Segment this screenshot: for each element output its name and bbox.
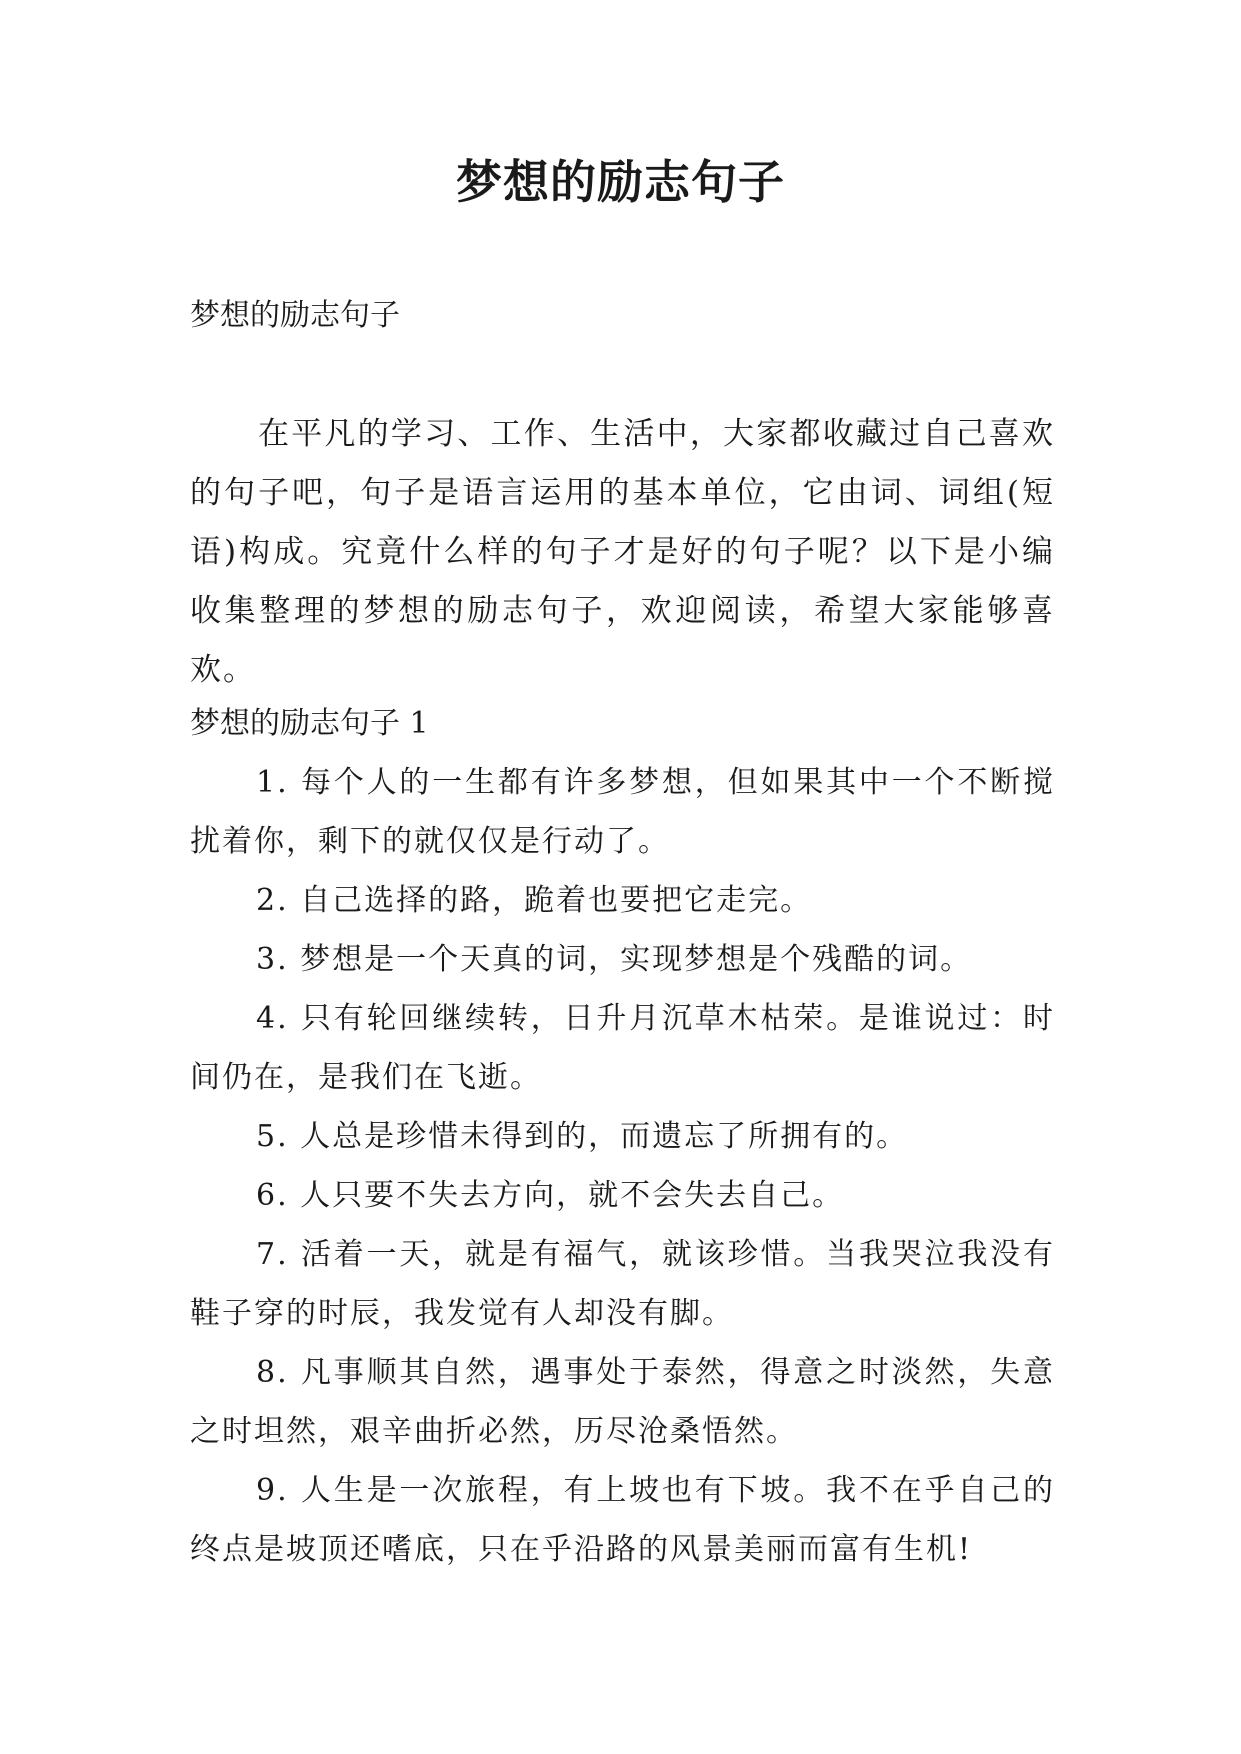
sentence-item: 6. 人只要不失去方向，就不会失去自己。	[256, 1178, 845, 1213]
sentence-item: 5. 人总是珍惜未得到的，而遗忘了所拥有的。	[256, 1119, 909, 1154]
sentence-item: 4. 只有轮回继续转，日升月沉草木枯荣。是谁说过：时间仍在，是我们在飞逝。	[190, 1001, 1055, 1095]
sentence-item: 9. 人生是一次旅程，有上坡也有下坡。我不在乎自己的终点是坡顶还嗜底，只在乎沿路的风景美丽而富有生机!	[190, 1473, 1055, 1567]
intro-paragraph: 在平凡的学习、工作、生活中，大家都收藏过自己喜欢的句子吧，句子是语言运用的基本单位，它由词、词组(短语)构成。究竟什么样的句子才是好的句子呢？以下是小编收集整理的梦想的励志句子，欢迎阅读，希望大家能够喜欢。	[190, 416, 1055, 688]
sentence-item: 2. 自己选择的路，跪着也要把它走完。	[256, 883, 813, 918]
section-heading: 梦想的励志句子 1	[190, 706, 429, 741]
sentence-item: 1. 每个人的一生都有许多梦想，但如果其中一个不断搅扰着你，剩下的就仅仅是行动了。	[190, 765, 1055, 859]
sentence-item: 8. 凡事顺其自然，遇事处于泰然，得意之时淡然，失意之时坦然，艰辛曲折必然，历尽沧桑悟然。	[190, 1355, 1055, 1449]
document-title: 梦想的励志句子	[456, 155, 785, 209]
document-subtitle: 梦想的励志句子	[190, 298, 400, 333]
sentence-item: 3. 梦想是一个天真的词，实现梦想是个残酷的词。	[256, 942, 973, 977]
sentence-item: 7. 活着一天，就是有福气，就该珍惜。当我哭泣我没有鞋子穿的时辰，我发觉有人却没有脚。	[190, 1237, 1055, 1331]
sentence-list	[190, 753, 1055, 1579]
